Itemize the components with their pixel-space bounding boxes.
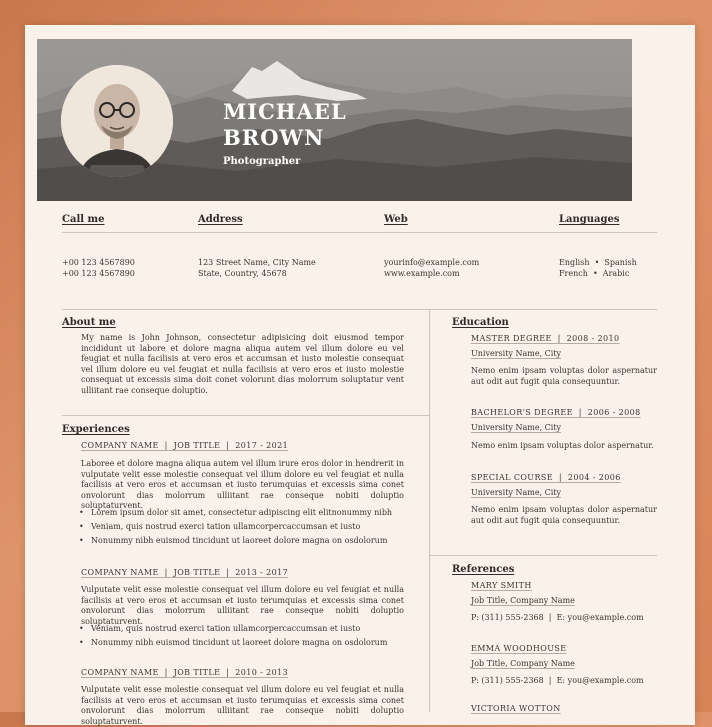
job-3-line: COMPANY NAME | JOB TITLE | 2010 - 2013 [81, 668, 289, 677]
header-banner [37, 39, 632, 201]
education-1-place: University Name, City [471, 349, 562, 358]
about-heading: About me [62, 317, 116, 328]
job-1-bullet: • Veniam, quis nostrud exerci tation ullamcorpercaccumsan et iusto [91, 522, 360, 531]
phone-2: +00 123 4567890 [62, 269, 135, 278]
job-1-line: COMPANY NAME | JOB TITLE | 2017 - 2021 [81, 441, 289, 450]
call-heading: Call me [62, 214, 105, 225]
reference-1-contact: P: (311) 555-2368 | E: you@example.com [471, 613, 644, 622]
reference-2-contact: P: (311) 555-2368 | E: you@example.com [471, 676, 644, 685]
address-line-1: 123 Street Name, City Name [198, 258, 316, 267]
job-2-bullet: • Nonummy nibh euismod tincidunt ut laoreet dolore magna on osdolorum [91, 638, 387, 647]
divider [62, 232, 657, 233]
experiences-heading: Experiences [62, 424, 130, 435]
phone-1: +00 123 4567890 [62, 258, 135, 267]
reference-2-job: Job Title, Company Name [471, 659, 575, 668]
email-text: yourinfo@example.com [384, 258, 480, 267]
avatar [61, 65, 173, 177]
languages-line-1: English • Spanish [559, 258, 637, 267]
job-1-bullet: • Lorem ipsum dolor sit amet, consectetur adipiscing elit elitnonummy nibh [91, 508, 392, 517]
job-1-text: Laboree et dolore magna aliqua autem vel illum irure eros dolor in hendrerit in vulputate velit esse molestie consequat vel illum dolore eu vel feugiat et nulla facilisis at vero eros et accumsan et iusto terumquias et excessis sima conet onvolorunt dias molorrum ulliitant rae conseque nobiti doluptio soluptaturvent. [81, 459, 404, 511]
job-2-text: Vulputate velit esse molestie consequat vel illum dolore eu vel feugiat et nulla facilisis at vero eros et accumsan et iusto terumquias et excessis sima conet onvolorunt dias molorrum ulliitant rae conseque nobiti doluptio soluptaturvent. [81, 585, 404, 626]
address-line-2: State, Country, 45678 [198, 269, 287, 278]
full-name [223, 99, 347, 151]
reference-1-name: MARY SMITH [471, 581, 532, 590]
column-divider [429, 310, 430, 712]
languages-line-2: French • Arabic [559, 269, 630, 278]
education-3-line: SPECIAL COURSE | 2004 - 2006 [471, 473, 621, 482]
divider [429, 555, 657, 556]
education-1-line: MASTER DEGREE | 2008 - 2010 [471, 334, 620, 343]
references-heading: References [452, 564, 515, 575]
reference-1-job: Job Title, Company Name [471, 596, 575, 605]
about-text: My name is John Johnson, consectetur adipisicing doit eiusmod tempor incididunt ut labore et dolore magna aliqua autem vel illum dolore eu vel feugiat et nulla facilisis at vero eros et accumsan et iusto molestie consequat vel illum dolore eu vel feugiat et nulla facilisis at vero eros et iusto molestie consequat ut excessis sima doit conet volorunt dias molorrum soluptatur vent ulliitant rae conseque doluptio. [81, 333, 404, 395]
first-name: MICHAEL [223, 99, 347, 124]
reference-3-name: VICTORIA WOTTON [471, 704, 561, 713]
divider [62, 309, 657, 310]
website-text: www.example.com [384, 269, 460, 278]
job-role: Photographer [223, 156, 301, 167]
divider [62, 415, 429, 416]
web-heading: Web [384, 214, 408, 225]
education-3-text: Nemo enim ipsam voluptas dolor aspernatur aut odit aut fugit quia consequuntur. [471, 505, 657, 525]
job-1-bullet: • Nonummy nibh euismod tincidunt ut laoreet dolore magna on osdolorum [91, 536, 387, 545]
education-1-text: Nemo enim ipsam voluptas dolor aspernatur aut odit aut fugit quia consequuntur. [471, 366, 657, 386]
job-2-line: COMPANY NAME | JOB TITLE | 2013 - 2017 [81, 568, 289, 577]
education-2-line: BACHELOR'S DEGREE | 2006 - 2008 [471, 408, 641, 417]
portrait-illustration [61, 65, 173, 177]
address-heading: Address [198, 214, 243, 225]
last-name: BROWN [223, 125, 325, 150]
education-3-place: University Name, City [471, 488, 562, 497]
job-3-text: Vulputate velit esse molestie consequat vel illum dolore eu vel feugiat et nulla facilisis at vero eros et accumsan et iusto terumquias et excessis sima conet onvolorunt dias molorrum ulliitant rae conseque nobiti doluptio soluptaturvent. [81, 685, 404, 726]
reference-2-name: EMMA WOODHOUSE [471, 644, 567, 653]
education-2-text: Nemo enim ipsam voluptas dolor aspernatur. [471, 441, 654, 450]
job-2-bullet: • Veniam, quis nostrud exerci tation ullamcorpercaccumsan et iusto [91, 624, 360, 633]
education-2-place: University Name, City [471, 423, 562, 432]
languages-heading: Languages [559, 214, 620, 225]
education-heading: Education [452, 317, 509, 328]
